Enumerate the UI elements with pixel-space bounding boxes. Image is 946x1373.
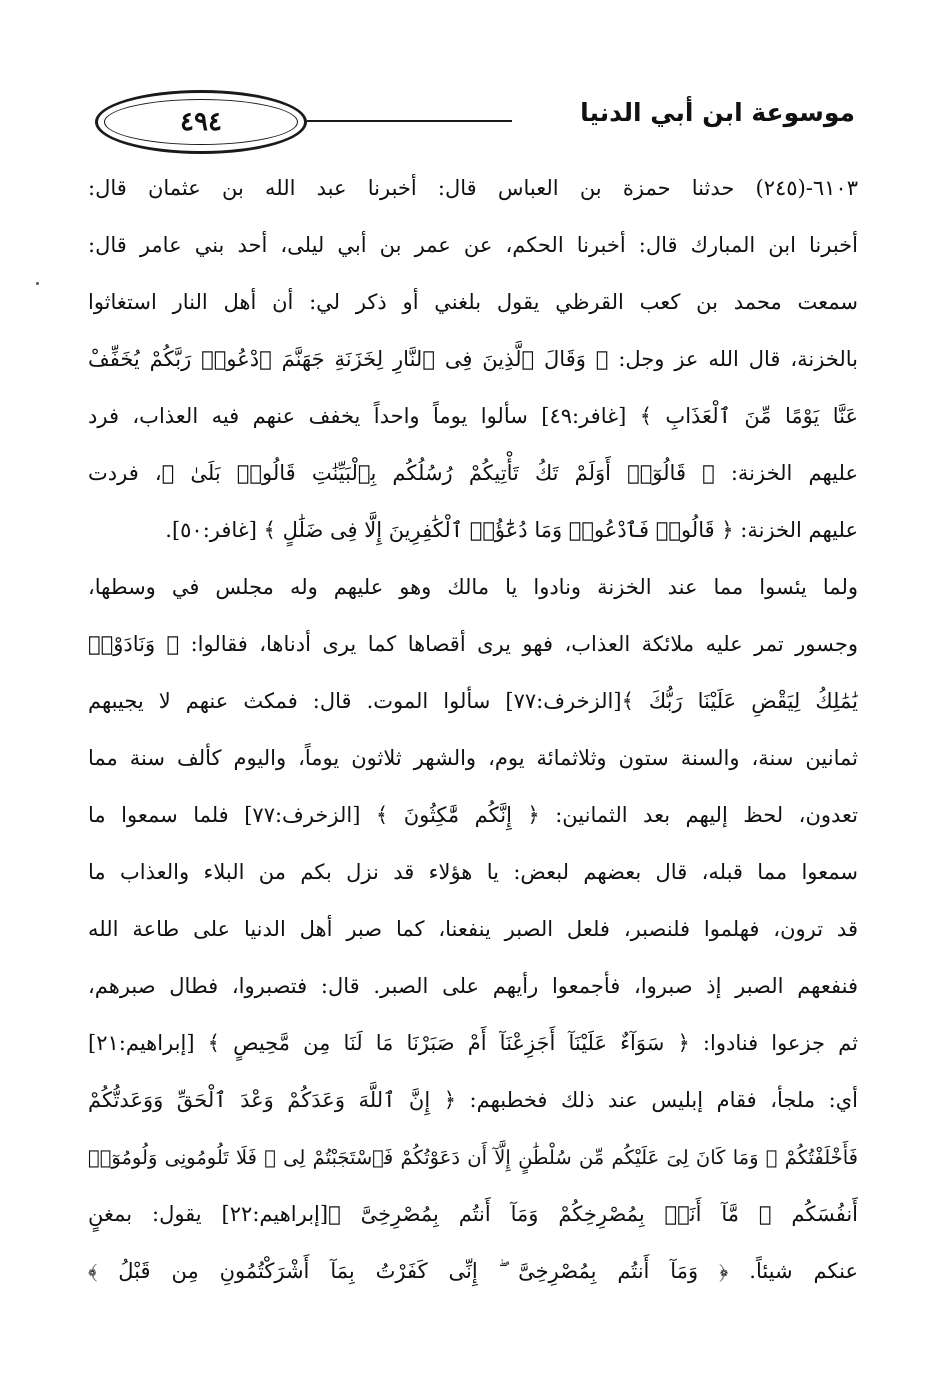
text-line: ثمانين سنة، والسنة ستون وثلاثمائة يوم، والشهر ثلاثون يوماً، واليوم كألف سنة مما	[88, 746, 858, 770]
text-line: يَٰمَٰلِكُ لِيَقْضِ عَلَيْنَا رَبُّكَ ﴾[الزخرف:٧٧] سألوا الموت. قال: فمكث عنهم لا يجيبهم	[88, 689, 858, 713]
text-line: عَنَّا يَوْمًا مِّنَ ٱلْعَذَابِ ﴾ [غافر:٤٩] سألوا يوماً واحداً يخفف عنهم فيه العذاب، فرد	[88, 404, 858, 428]
margin-dot	[36, 282, 39, 285]
text-line: ولما يئسوا مما عند الخزنة ونادوا يا مالك وهو عليهم وله مجلس في وسطها،	[88, 575, 858, 599]
text-line: عليهم الخزنة: ﴿ قَالُوا۟ فَٱدْعُوا۟ وَمَا دُعَٰٓؤُا۟ ٱلْكَٰفِرِينَ إِلَّا فِى ضَلَٰلٍ ﴾ [غافر:٥٠].	[165, 518, 858, 542]
page-number: ٤٩٤	[180, 107, 222, 137]
text-line: فَأَخْلَفْتُكُمْ ۖ وَمَا كَانَ لِىَ عَلَيْكُم مِّن سُلْطَٰنٍ إِلَّآ أَن دَعَوْتُكُمْ فَٱسْتَجَبْتُمْ لِى ۖ فَلَا تَلُومُونِى وَلُومُوٓا۟	[88, 1146, 858, 1169]
text-line: أي: ملجأ، فقام إبليس عند ذلك فخطبهم: ﴿ إِنَّ ٱللَّهَ وَعَدَكُمْ وَعْدَ ٱلْحَقِّ وَوَعَدتُّكُمْ	[88, 1088, 858, 1112]
page-number-oval	[95, 90, 307, 154]
text-line: ثم جزعوا فنادوا: ﴿ سَوَآءٌ عَلَيْنَآ أَجَزِعْنَآ أَمْ صَبَرْنَا مَا لَنَا مِن مَّحِيصٍ ﴾ [إبراهيم:٢١]	[88, 1031, 858, 1055]
text-line: عليهم الخزنة: ﴿ قَالُوٓا۟ أَوَلَمْ تَكُ تَأْتِيكُمْ رُسُلُكُم بِٱلْبَيِّنَٰتِ قَالُوا۟ بَلَىٰ ﴾، فردت	[88, 461, 858, 485]
text-line: ٦١٠٣-(٢٤٥) حدثنا حمزة بن العباس قال: أخبرنا عبد الله بن عثمان قال:	[88, 176, 858, 200]
text-line: فنفعهم الصبر إذ صبروا، فأجمعوا رأيهم على الصبر. قال: فتصبروا، فطال صبرهم،	[88, 974, 858, 998]
text-line: عنكم شيئاً. ﴿ وَمَآ أَنتُم بِمُصْرِخِىَّ ۖ إِنِّى كَفَرْتُ بِمَآ أَشْرَكْتُمُونِ مِن قَبْلُ ﴾	[88, 1259, 858, 1283]
text-line: قد ترون، فهلموا فلنصبر، فلعل الصبر ينفعنا، كما صبر أهل الدنيا على طاعة الله	[88, 917, 858, 941]
text-line: سمعوا مما قبله، قال بعضهم لبعض: يا هؤلاء قد نزل بكم من البلاء والعذاب ما	[88, 860, 858, 884]
text-line: وجسور تمر عليه ملائكة العذاب، فهو يرى أقصاها كما يرى أدناها، فقالوا: ﴿ وَنَادَوْا۟	[88, 632, 858, 656]
text-line: سمعت محمد بن كعب القرظي يقول بلغني أو ذكر لي: أن أهل النار استغاثوا	[88, 290, 858, 314]
text-line: أخبرنا ابن المبارك قال: أخبرنا الحكم، عن عمر بن أبي ليلى، أحد بني عامر قال:	[88, 233, 858, 257]
text-line: أَنفُسَكُم ۖ مَّآ أَنَا۠ بِمُصْرِخِكُمْ وَمَآ أَنتُم بِمُصْرِخِىَّ ﴾[إبراهيم:٢٢] يقول: بمغنٍ	[88, 1202, 858, 1226]
body-text	[88, 160, 858, 1300]
book-title: موسوعة ابن أبي الدنيا	[580, 98, 855, 127]
text-line: تعدون، لحظ إليهم بعد الثمانين: ﴿ إِنَّكُم مَّٰكِثُونَ ﴾ [الزخرف:٧٧] فلما سمعوا ما	[88, 803, 858, 827]
page-header	[0, 0, 946, 150]
text-line: بالخزنة، قال الله عز وجل: ﴿ وَقَالَ ٱلَّذِينَ فِى ٱلنَّارِ لِخَزَنَةِ جَهَنَّمَ ٱدْعُوا۟ رَبَّكُمْ يُخَفِّفْ	[88, 347, 858, 371]
header-rule	[307, 120, 512, 122]
